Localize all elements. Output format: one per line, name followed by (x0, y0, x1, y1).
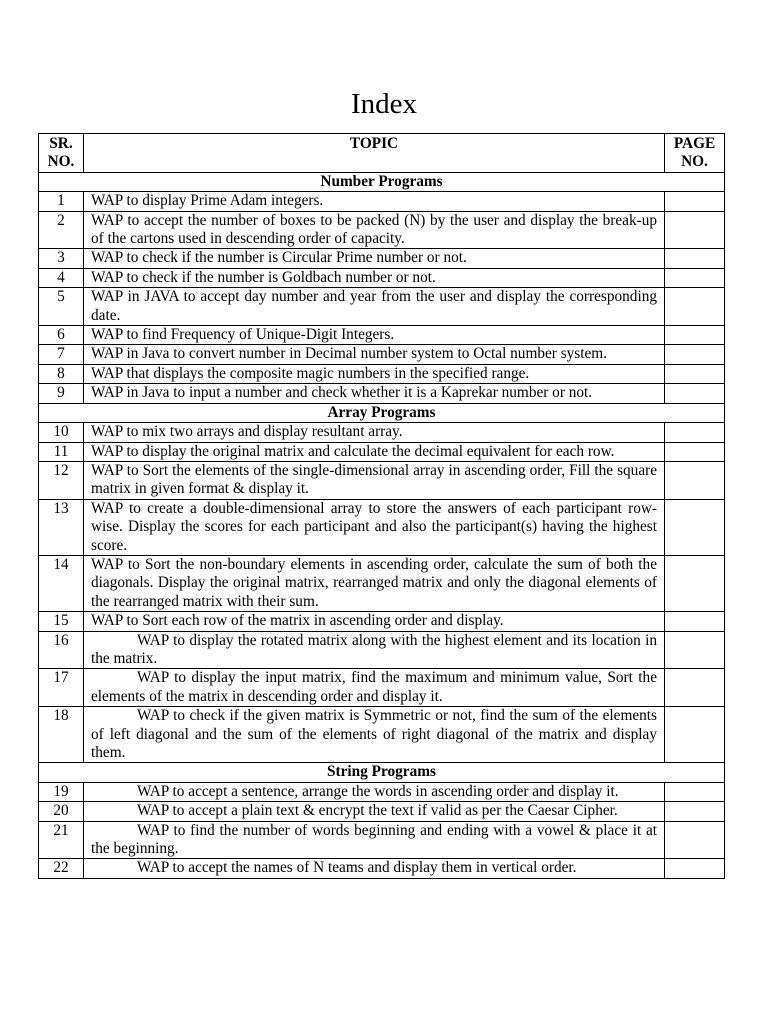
page-no-cell (665, 821, 725, 859)
topic-cell (84, 782, 665, 801)
topic-cell (84, 859, 665, 878)
topic-cell (84, 288, 665, 326)
sr-no-cell: 4 (39, 268, 84, 287)
sr-no-cell: 13 (39, 499, 84, 555)
section-row (39, 763, 725, 782)
header-sr-no: SR. NO. (39, 134, 84, 173)
topic-cell (84, 423, 665, 442)
topic-text: WAP that displays the composite magic numbers in the specified range. (91, 364, 530, 382)
table-row (39, 612, 725, 631)
sr-no-cell: 10 (39, 423, 84, 442)
page-no-cell (665, 782, 725, 801)
table-row (39, 859, 725, 878)
page-no-cell (665, 707, 725, 763)
sr-no-cell: 14 (39, 555, 84, 611)
topic-text: WAP to Sort the non-boundary elements in ascending order, calculate the sum of both the diagonals. Display the original matrix, rearranged matrix and only the diagonal elements of the rearranged matrix with their sum. (91, 555, 657, 610)
table-row (39, 442, 725, 461)
page-no-cell (665, 461, 725, 499)
topic-text: WAP in Java to convert number in Decimal number system to Octal number system. (91, 345, 608, 363)
topic-text: WAP to accept the number of boxes to be packed (N) by the user and display the break-up of the cartons used in descending order of capacity. (91, 211, 657, 248)
table-row (39, 461, 725, 499)
topic-cell (84, 442, 665, 461)
topic-text: WAP to display the input matrix, find the maximum and minimum value, Sort the elements of the matrix in descending order and display it. (91, 669, 657, 705)
table-row (39, 364, 725, 383)
sr-no-cell: 22 (39, 859, 84, 878)
topic-cell (84, 192, 665, 211)
page-no-cell (665, 345, 725, 364)
topic-cell (84, 211, 665, 249)
sr-no-cell: 17 (39, 669, 84, 707)
page-no-cell (665, 631, 725, 669)
topic-cell (84, 555, 665, 611)
topic-text: WAP to Sort the elements of the single-dimensional array in ascending order, Fill the square matrix in given format & display it. (91, 461, 657, 498)
topic-text: WAP to accept a plain text & encrypt the text if valid as per the Caesar Cipher. (137, 802, 618, 820)
topic-cell (84, 707, 665, 763)
page-no-cell (665, 555, 725, 611)
topic-text: WAP to find Frequency of Unique-Digit Integers. (91, 326, 395, 344)
index-table (38, 133, 725, 879)
topic-text: WAP in Java to input a number and check whether it is a Kaprekar number or not. (91, 384, 593, 402)
topic-cell (84, 384, 665, 403)
topic-cell (84, 802, 665, 821)
topic-cell (84, 669, 665, 707)
page-title: Index (350, 88, 418, 120)
topic-text: WAP to check if the given matrix is Symmetric or not, find the sum of the elements of left diagonal and the sum of the elements of right diagonal of the matrix and display them. (91, 707, 657, 761)
topic-text: WAP to find the number of words beginning and ending with a vowel & place it at the beginning. (91, 821, 657, 858)
index-body (39, 172, 725, 878)
sr-no-cell: 18 (39, 707, 84, 763)
topic-cell (84, 499, 665, 555)
table-row (39, 384, 725, 403)
page-no-cell (665, 249, 725, 268)
page-no-cell (665, 499, 725, 555)
table-row (39, 499, 725, 555)
topic-text: WAP to accept the names of N teams and display them in vertical order. (137, 859, 577, 877)
header-topic: TOPIC (84, 134, 665, 173)
table-row (39, 192, 725, 211)
page-no-cell (665, 859, 725, 878)
sr-no-cell: 15 (39, 612, 84, 631)
table-row (39, 821, 725, 859)
sr-no-cell: 6 (39, 326, 84, 345)
topic-cell (84, 326, 665, 345)
topic-cell (84, 345, 665, 364)
table-row (39, 288, 725, 326)
sr-no-cell: 12 (39, 461, 84, 499)
page-no-cell (665, 384, 725, 403)
page-no-cell (665, 364, 725, 383)
sr-no-cell: 7 (39, 345, 84, 364)
topic-text: WAP to accept a sentence, arrange the words in ascending order and display it. (137, 782, 619, 800)
sr-no-cell: 21 (39, 821, 84, 859)
page-no-cell (665, 211, 725, 249)
table-row (39, 631, 725, 669)
page-no-cell (665, 423, 725, 442)
sr-no-cell: 2 (39, 211, 84, 249)
sr-no-cell: 1 (39, 192, 84, 211)
header-page-no: PAGE NO. (665, 134, 725, 173)
topic-cell (84, 631, 665, 669)
topic-text: WAP to display Prime Adam integers. (91, 192, 324, 210)
topic-text: WAP to display the rotated matrix along with the highest element and its location in the matrix. (91, 631, 657, 667)
sr-no-cell: 8 (39, 364, 84, 383)
topic-text: WAP to display the original matrix and calculate the decimal equivalent for each row. (91, 442, 615, 460)
table-row (39, 249, 725, 268)
section-heading: Number Programs (39, 172, 725, 191)
sr-no-cell: 20 (39, 802, 84, 821)
page-no-cell (665, 192, 725, 211)
table-row (39, 211, 725, 249)
page-no-cell (665, 442, 725, 461)
section-row (39, 403, 725, 422)
topic-cell (84, 268, 665, 287)
section-row (39, 172, 725, 191)
page-no-cell (665, 612, 725, 631)
topic-cell (84, 821, 665, 859)
topic-cell (84, 364, 665, 383)
page-no-cell (665, 268, 725, 287)
page-no-cell (665, 669, 725, 707)
sr-no-cell: 9 (39, 384, 84, 403)
page-no-cell (665, 326, 725, 345)
table-row (39, 268, 725, 287)
topic-cell (84, 612, 665, 631)
topic-text: WAP to Sort each row of the matrix in ascending order and display. (91, 612, 504, 630)
table-row (39, 802, 725, 821)
page-no-cell (665, 288, 725, 326)
table-row (39, 782, 725, 801)
table-header-row (39, 134, 725, 173)
topic-cell (84, 461, 665, 499)
topic-cell (84, 249, 665, 268)
topic-text: WAP to check if the number is Circular Prime number or not. (91, 249, 467, 267)
topic-text: WAP to mix two arrays and display resultant array. (91, 423, 403, 441)
page-no-cell (665, 802, 725, 821)
sr-no-cell: 19 (39, 782, 84, 801)
sr-no-cell: 5 (39, 288, 84, 326)
table-row (39, 707, 725, 763)
section-heading: String Programs (39, 763, 725, 782)
topic-text: WAP in JAVA to accept day number and year from the user and display the corresponding date. (91, 288, 657, 324)
sr-no-cell: 3 (39, 249, 84, 268)
table-row (39, 423, 725, 442)
table-row (39, 669, 725, 707)
sr-no-cell: 11 (39, 442, 84, 461)
table-row (39, 555, 725, 611)
table-row (39, 345, 725, 364)
sr-no-cell: 16 (39, 631, 84, 669)
section-heading: Array Programs (39, 403, 725, 422)
topic-text: WAP to create a double-dimensional array to store the answers of each participant row-wise. Display the scores for each participant and also the participant(s) having the highest score. (91, 499, 657, 554)
table-row (39, 326, 725, 345)
topic-text: WAP to check if the number is Goldbach number or not. (91, 268, 436, 286)
